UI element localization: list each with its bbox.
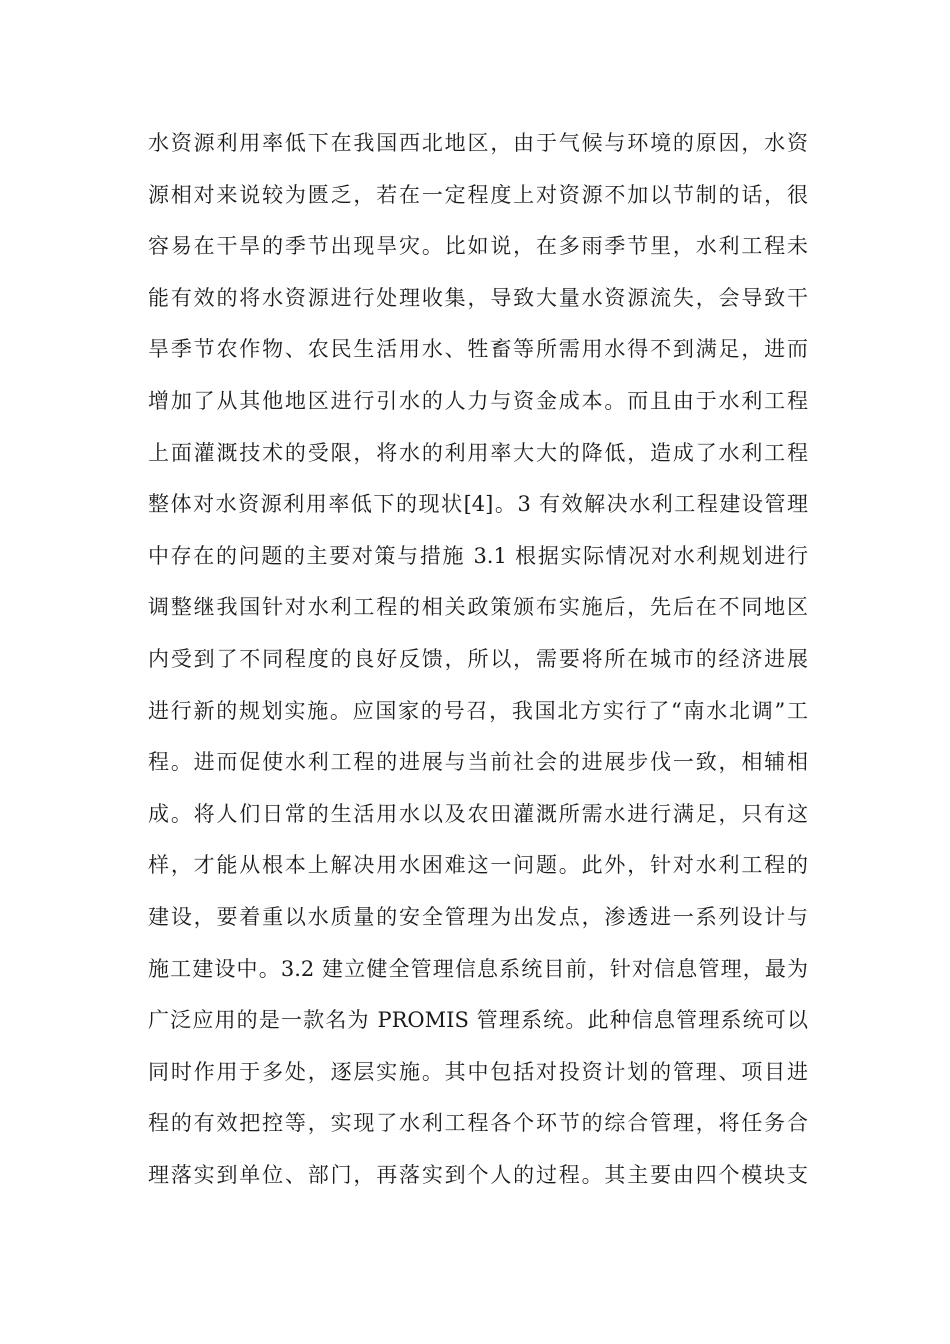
paragraph-line: 水资源利用率低下在我国西北地区，由于气候与环境的原因，水资	[148, 131, 808, 155]
paragraph-line: 样，才能从根本上解决用水困难这一问题。此外，针对水利工程的	[148, 853, 808, 878]
paragraph-line: 进行新的规划实施。应国家的号召，我国北方实行了“南水北调”工	[148, 698, 808, 723]
paragraph-line: 建设，要着重以水质量的安全管理为出发点，渗透进一系列设计与	[148, 904, 808, 929]
paragraph-line: 增加了从其他地区进行引水的人力与资金成本。而且由于水利工程	[148, 388, 808, 413]
paragraph-line: 源相对来说较为匮乏，若在一定程度上对资源不加以节制的话，很	[148, 182, 808, 207]
paragraph-line: 中存在的问题的主要对策与措施 3.1 根据实际情况对水利规划进行	[148, 543, 808, 568]
paragraph-line: 广泛应用的是一款名为 PROMIS 管理系统。此种信息管理系统可以	[148, 1008, 808, 1033]
paragraph-line: 程。进而促使水利工程的进展与当前社会的进展步伐一致，相辅相	[148, 750, 808, 775]
paragraph-line: 程的有效把控等，实现了水利工程各个环节的综合管理，将任务合	[148, 1111, 808, 1136]
body-paragraph	[148, 118, 808, 1201]
paragraph-line: 施工建设中。3.2 建立健全管理信息系统目前，针对信息管理，最为	[148, 956, 808, 981]
paragraph-line: 能有效的将水资源进行处理收集，导致大量水资源流失，会导致干	[148, 285, 808, 310]
paragraph-line: 调整继我国针对水利工程的相关政策颁布实施后，先后在不同地区	[148, 595, 808, 620]
paragraph-line: 成。将人们日常的生活用水以及农田灌溉所需水进行满足，只有这	[148, 801, 808, 826]
paragraph-line: 容易在干旱的季节出现旱灾。比如说，在多雨季节里，水利工程未	[148, 234, 808, 259]
paragraph-line: 内受到了不同程度的良好反馈，所以，需要将所在城市的经济进展	[148, 646, 808, 671]
paragraph-line: 整体对水资源利用率低下的现状[4]。3 有效解决水利工程建设管理	[148, 492, 808, 517]
paragraph-line: 理落实到单位、部门，再落实到个人的过程。其主要由四个模块支	[148, 1162, 808, 1187]
paragraph-line: 旱季节农作物、农民生活用水、牲畜等所需用水得不到满足，进而	[148, 337, 808, 362]
paragraph-line: 上面灌溉技术的受限，将水的利用率大大的降低，造成了水利工程	[148, 440, 808, 465]
paragraph-line: 同时作用于多处，逐层实施。其中包括对投资计划的管理、项目进	[148, 1059, 808, 1084]
